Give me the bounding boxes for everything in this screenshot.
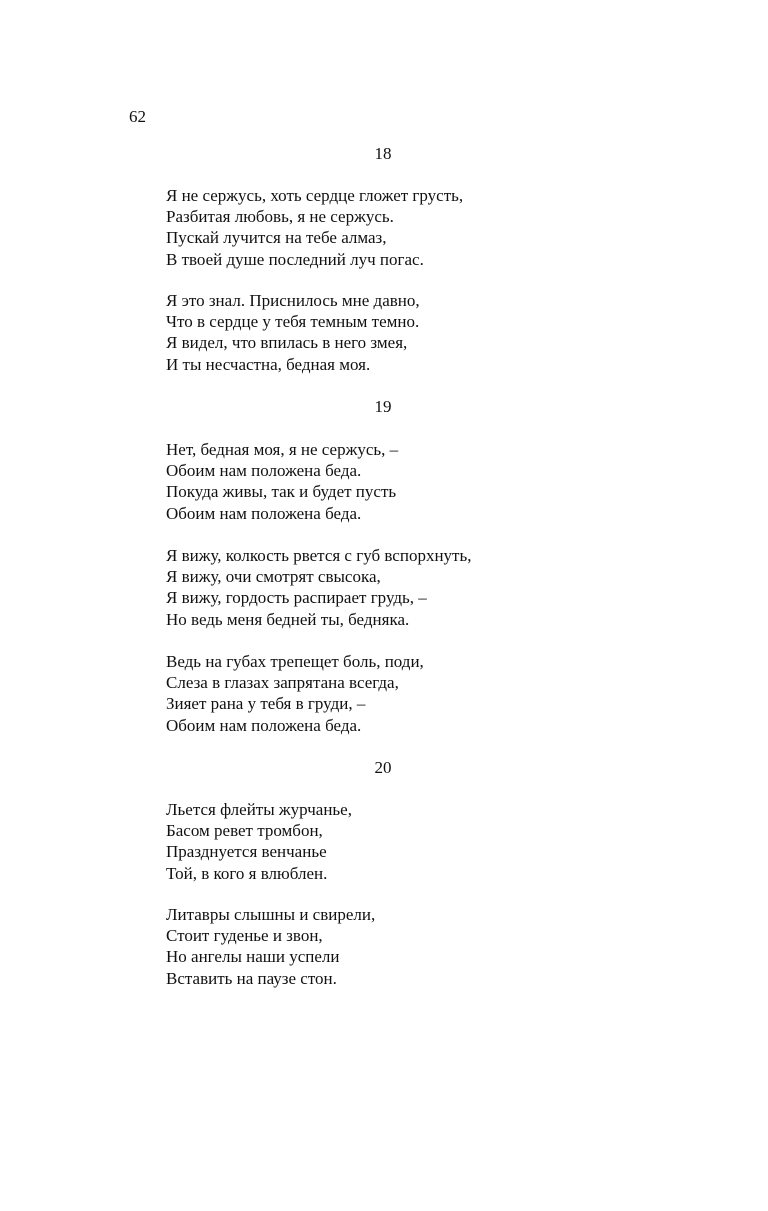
verse-line: Я вижу, гордость распирает грудь, –	[166, 588, 427, 608]
poem-number-19: 19	[374, 397, 392, 416]
poem-number-20: 20	[374, 758, 392, 777]
verse-line: Разбитая любовь, я не сержусь.	[166, 207, 394, 227]
verse-line: Обоим нам положена беда.	[166, 461, 362, 481]
verse-line: Той, в кого я влюблен.	[166, 863, 328, 883]
poem-19-stanza-3	[166, 651, 424, 736]
verse-line: Но ангелы наши успели	[166, 947, 340, 967]
verse-line: Нет, бедная моя, я не сержусь, –	[166, 440, 399, 459]
verse-line: Слеза в глазах запрятана всегда,	[166, 673, 399, 693]
verse-line: Льется флейты журчанье,	[166, 800, 352, 819]
verse-line: Я видел, что впилась в него змея,	[166, 333, 408, 353]
poem-18-stanza-2	[166, 290, 420, 375]
verse-line: Что в сердце у тебя темным темно.	[166, 312, 420, 332]
verse-line: В твоей душе последний луч погас.	[166, 249, 424, 269]
verse-line: Зияет рана у тебя в груди, –	[166, 694, 366, 714]
verse-line: Обоим нам положена беда.	[166, 503, 362, 523]
verse-line: Басом ревет тромбон,	[166, 821, 323, 841]
poem-number-18: 18	[374, 144, 392, 163]
poem-20-stanza-2	[166, 904, 375, 989]
page-number: 62	[129, 107, 146, 126]
verse-line: Я это знал. Приснилось мне давно,	[166, 291, 420, 310]
poem-20-stanza-1	[166, 799, 352, 884]
verse-line: Покуда живы, так и будет пусть	[166, 482, 397, 502]
verse-line: Стоит гуденье и звон,	[166, 926, 323, 946]
verse-line: Литавры слышны и свирели,	[166, 905, 376, 924]
verse-line: Пускай лучится на тебе алмаз,	[166, 228, 387, 248]
verse-line: Я вижу, очи смотрят свысока,	[166, 567, 381, 587]
verse-line: И ты несчастна, бедная моя.	[166, 354, 371, 374]
verse-line: Вставить на паузе стон.	[166, 968, 337, 988]
verse-line: Я не сержусь, хоть сердце гложет грусть,	[166, 186, 464, 205]
verse-line: Ведь на губах трепещет боль, поди,	[166, 652, 424, 671]
verse-line: Обоим нам положена беда.	[166, 715, 362, 735]
verse-line: Празднуется венчанье	[166, 842, 327, 862]
verse-line: Но ведь меня бедней ты, бедняка.	[166, 609, 410, 629]
poem-19-stanza-1	[166, 439, 398, 524]
poem-19-stanza-2	[166, 545, 471, 630]
verse-line: Я вижу, колкость рвется с губ вспорхнуть,	[166, 546, 472, 565]
poem-18-stanza-1	[166, 185, 463, 270]
